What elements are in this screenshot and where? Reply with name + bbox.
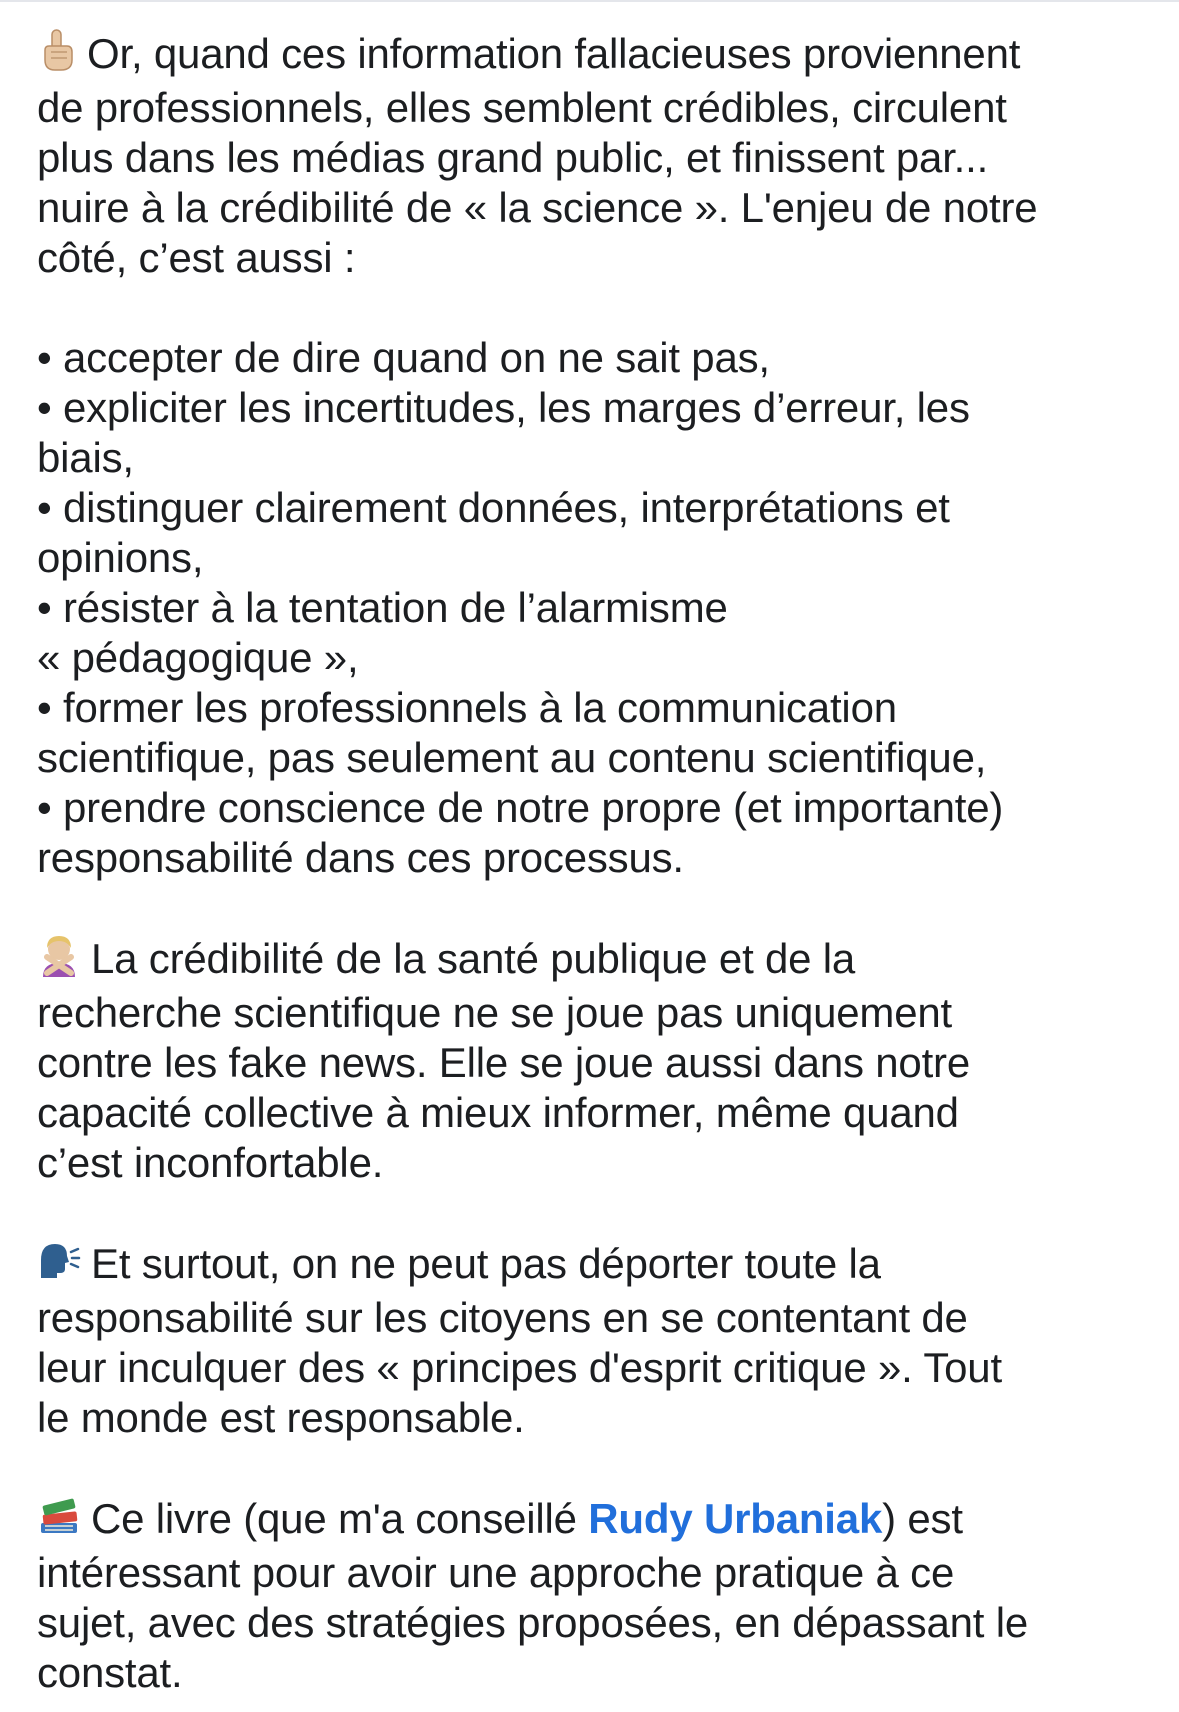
paragraph-credibility xyxy=(37,933,1147,1188)
top-divider xyxy=(0,0,1179,2)
paragraph-intro xyxy=(37,28,1147,283)
text-line: contre les fake news. Elle se joue aussi dans notre xyxy=(37,1039,970,1086)
list-item: « pédagogique », xyxy=(37,634,359,681)
paragraph-book xyxy=(37,1493,1147,1698)
pointing-up-icon xyxy=(37,28,77,83)
mention-link[interactable]: Rudy Urbaniak xyxy=(588,1495,883,1542)
list-item: • résister à la tentation de l’alarmisme xyxy=(37,584,728,631)
text-line: capacité collective à mieux informer, même quand xyxy=(37,1089,959,1136)
text-line: Ce livre (que m'a conseillé Rudy Urbaniak) est xyxy=(37,1493,1147,1548)
list-item: scientifique, pas seulement au contenu scientifique, xyxy=(37,734,987,781)
list-item: • distinguer clairement données, interprétations et xyxy=(37,484,950,531)
list-item: • accepter de dire quand on ne sait pas, xyxy=(37,334,770,381)
post-text xyxy=(37,28,1147,1698)
text-line: recherche scientifique ne se joue pas uniquement xyxy=(37,989,952,1036)
text-line: de professionnels, elles semblent crédibles, circulent xyxy=(37,84,1007,131)
text-line: Et surtout, on ne peut pas déporter toute la xyxy=(37,1238,1147,1293)
text-line: responsabilité sur les citoyens en se contentant de xyxy=(37,1294,968,1341)
text-line: La crédibilité de la santé publique et de la xyxy=(37,933,1147,988)
list-item: opinions, xyxy=(37,534,204,581)
text-line: leur inculquer des « principes d'esprit critique ». Tout xyxy=(37,1344,1002,1391)
list-item: • expliciter les incertitudes, les marges d’erreur, les xyxy=(37,384,970,431)
bullet-list xyxy=(37,333,1147,883)
list-item: • prendre conscience de notre propre (et importante) xyxy=(37,784,1004,831)
text-line: c’est inconfortable. xyxy=(37,1139,384,1186)
text-line: plus dans les médias grand public, et finissent par... xyxy=(37,134,989,181)
paragraph-responsibility xyxy=(37,1238,1147,1443)
list-item: • former les professionnels à la communication xyxy=(37,684,897,731)
list-item: responsabilité dans ces processus. xyxy=(37,834,684,881)
text-line: côté, c’est aussi : xyxy=(37,234,356,281)
text-line: constat. xyxy=(37,1649,183,1696)
text-line: intéressant pour avoir une approche pratique à ce xyxy=(37,1549,955,1596)
text-line: nuire à la crédibilité de « la science ». L'enjeu de notre xyxy=(37,184,1038,231)
text-line: Or, quand ces information fallacieuses proviennent xyxy=(37,28,1147,83)
books-icon xyxy=(37,1493,81,1548)
speaking-head-icon xyxy=(37,1238,81,1293)
text-line: le monde est responsable. xyxy=(37,1394,525,1441)
text-line: sujet, avec des stratégies proposées, en dépassant le xyxy=(37,1599,1029,1646)
list-item: biais, xyxy=(37,434,134,481)
person-gesturing-no-icon xyxy=(37,933,81,988)
